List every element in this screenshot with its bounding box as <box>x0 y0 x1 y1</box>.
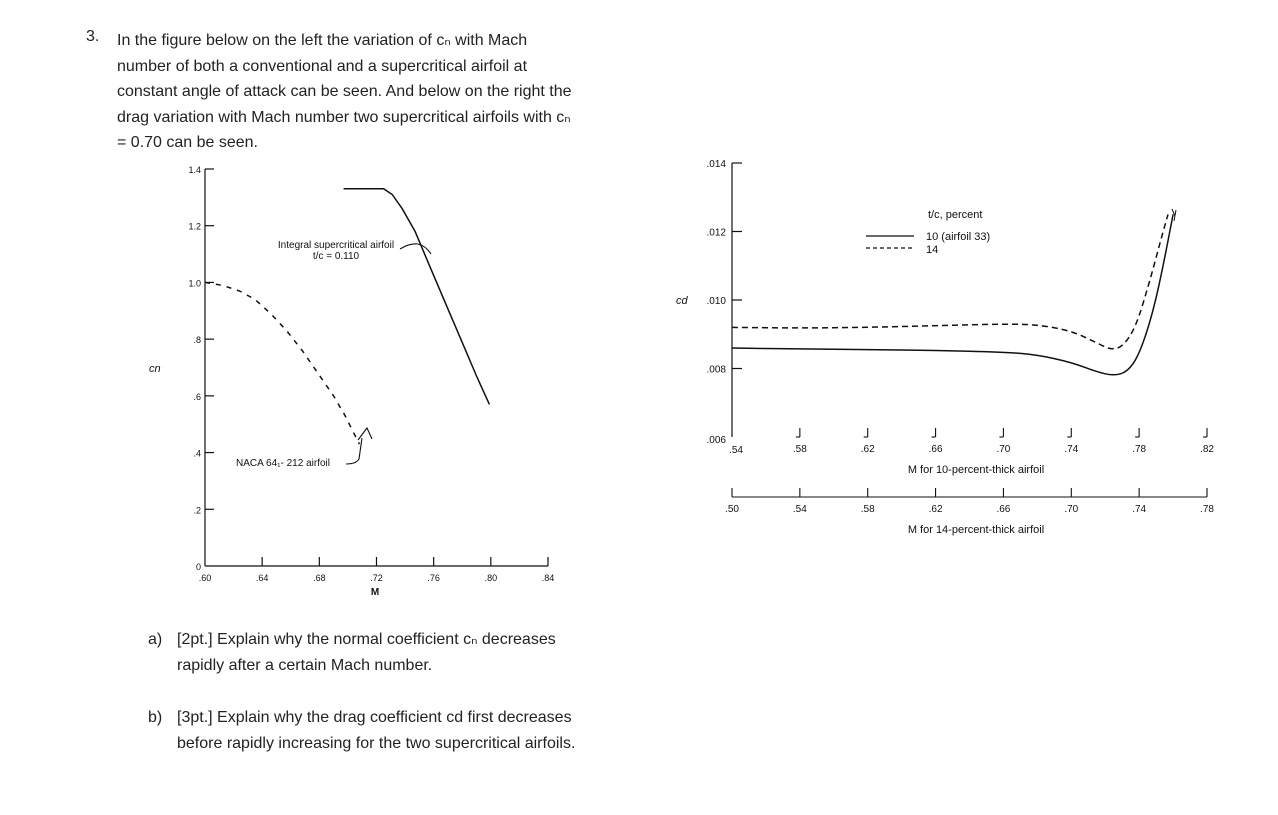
x-tick-label: .72 <box>370 573 383 583</box>
y-tick-label: .8 <box>193 335 201 346</box>
series-line-naca <box>205 282 359 444</box>
subquestion-b <box>148 705 575 756</box>
x-tick-label-14pct: .70 <box>1064 504 1079 515</box>
x-tick-label: .64 <box>255 573 269 583</box>
subquestion-text: [3pt.] Explain why the drag coefficient cd first decreases <box>177 709 572 726</box>
subquestion-text: before rapidly increasing for the two supercritical airfoils. <box>177 734 576 752</box>
x-tick-label: .54 <box>729 445 743 456</box>
annotation-supercritical <box>278 240 431 262</box>
y-tick-label: 0 <box>195 562 201 572</box>
y-tick-label: 1.0 <box>188 278 201 289</box>
x-tick-label: .76 <box>427 573 440 583</box>
question-line: constant angle of attack can be seen. And below on the right the <box>117 83 572 101</box>
question-line: In the figure below on the left the variation of cₙ with Mach <box>117 32 528 49</box>
x-tick-label-14pct: .54 <box>792 504 807 515</box>
x-tick-label: .68 <box>313 573 326 583</box>
x-tick-label-14pct: .58 <box>860 504 875 515</box>
x-tick-label: .82 <box>1200 444 1214 455</box>
x-tick-label: .80 <box>484 573 498 583</box>
leader-line-supercritical <box>400 244 431 254</box>
series-line-supercritical <box>344 189 490 405</box>
x-tick-label: .78 <box>1132 444 1147 455</box>
y-tick-label: .4 <box>193 448 201 459</box>
series-label-supercritical: Integral supercritical airfoil <box>277 240 395 251</box>
x-tick-label-14pct: .78 <box>1200 504 1214 515</box>
y-tick-label: .2 <box>193 505 201 516</box>
x-axis-label: M <box>370 587 380 598</box>
x-tick-label: .60 <box>198 573 212 583</box>
series-label-naca: NACA 64₁- 212 airfoil <box>236 458 330 469</box>
question-line: number of both a conventional and a supercritical airfoil at <box>117 57 528 75</box>
x-tick-label: .58 <box>792 444 807 455</box>
x-tick-label-14pct: .74 <box>1132 504 1147 515</box>
subquestion-text: [2pt.] Explain why the normal coefficient cₙ decreases <box>177 631 556 648</box>
y-tick-label: .012 <box>706 227 726 239</box>
x-tick-label: .84 <box>541 573 555 583</box>
y-tick-label: .6 <box>193 391 201 402</box>
x-tick-label: .70 <box>996 444 1011 455</box>
flag-tick-naca <box>358 428 372 440</box>
subquestion-text: rapidly after a certain Mach number. <box>177 656 433 674</box>
question-line: drag variation with Mach number two supercritical airfoils with cₙ <box>117 108 571 126</box>
y-tick-label: .006 <box>706 435 726 446</box>
x-tick-label-14pct: .50 <box>725 504 739 515</box>
series-subtitle-supercritical: t/c = 0.110 <box>312 251 360 262</box>
legend-title: t/c, percent <box>928 209 983 221</box>
question-line: = 0.70 can be seen. <box>117 134 258 152</box>
legend-entry-14: 14 <box>926 244 939 256</box>
annotation-naca <box>236 428 372 469</box>
leader-line-naca <box>346 438 362 464</box>
legend-entry-10: 10 (airfoil 33) <box>926 231 991 243</box>
question-number: 3. <box>86 28 100 45</box>
x-axis-label-10pct: M for 10-percent-thick airfoil <box>907 464 1045 476</box>
x-axis-label-14pct: M for 14-percent-thick airfoil <box>907 524 1045 536</box>
y-axis-label: cn <box>149 363 161 375</box>
y-tick-label: .008 <box>706 364 726 376</box>
subquestion-label: a) <box>148 631 163 648</box>
y-tick-label: .014 <box>706 159 726 170</box>
x-tick-label: .74 <box>1064 444 1079 455</box>
x-tick-label-14pct: .62 <box>928 504 943 515</box>
y-axis-label: cd <box>676 295 688 307</box>
subquestion-a <box>148 627 556 678</box>
y-tick-label: 1.4 <box>188 165 201 175</box>
x-tick-label: .66 <box>928 444 943 455</box>
y-tick-label: 1.2 <box>188 221 201 232</box>
x-tick-label: .62 <box>860 444 875 455</box>
subquestion-label: b) <box>148 709 163 726</box>
y-tick-label: .010 <box>706 296 726 307</box>
x-tick-label-14pct: .66 <box>996 504 1011 515</box>
